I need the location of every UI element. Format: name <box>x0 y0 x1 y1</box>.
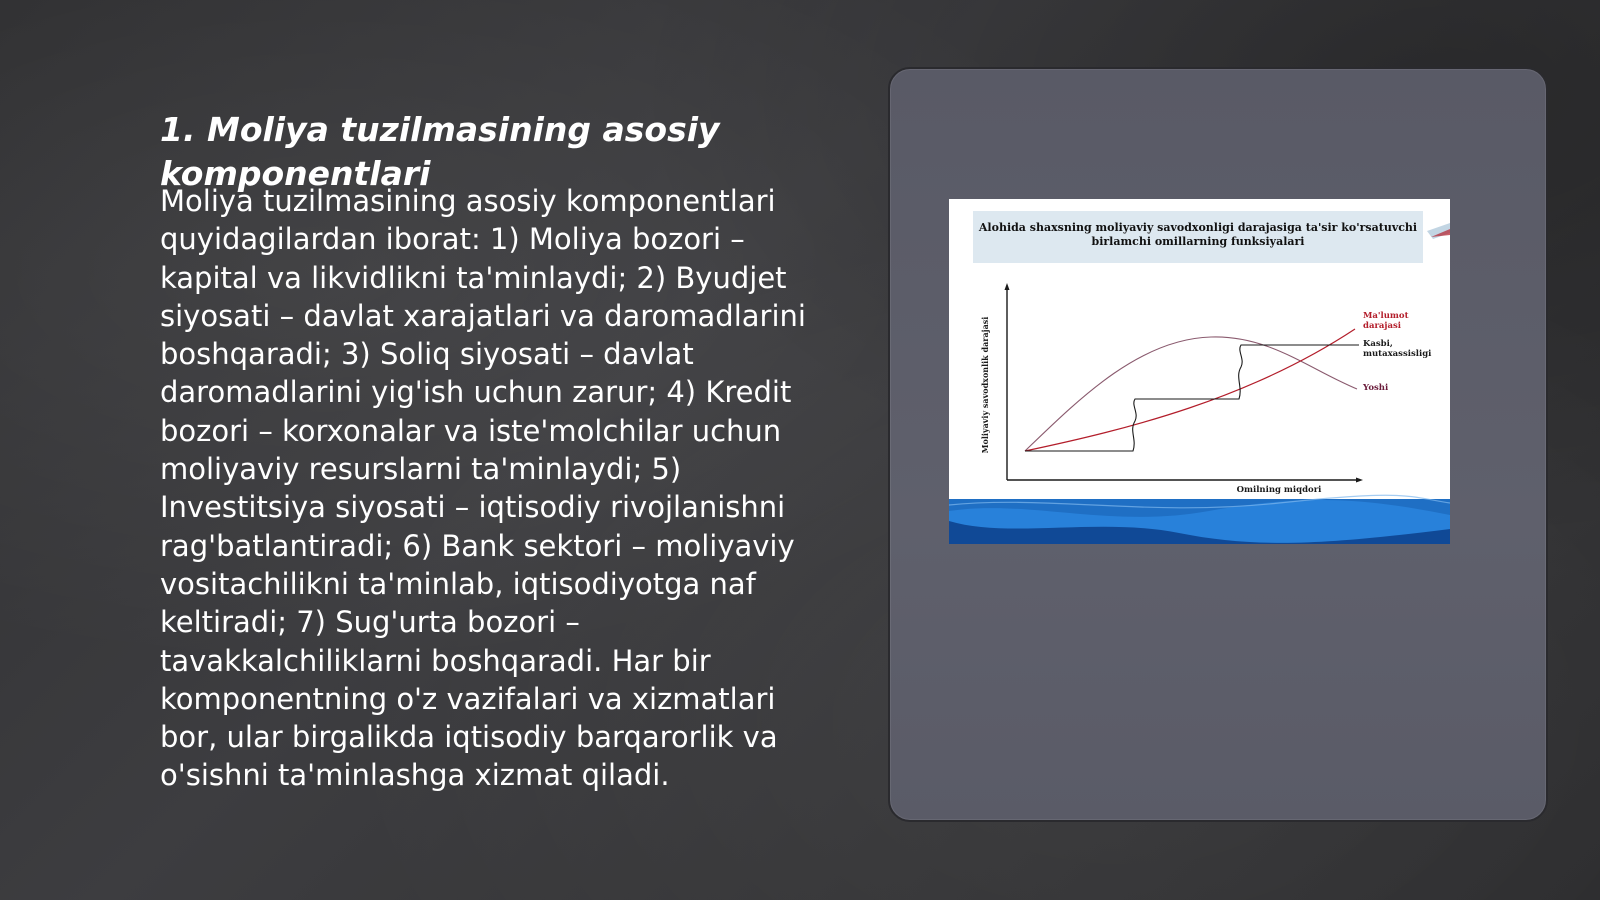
text-block <box>160 108 830 795</box>
figure-x-axis-label: Omilning miqdori <box>1209 485 1349 495</box>
series-yoshi <box>1025 337 1357 451</box>
figure-graphic <box>949 199 1450 544</box>
series-malumot <box>1025 329 1355 451</box>
legend-label-kasbi: Kasbi, mutaxassisligi <box>1363 339 1432 359</box>
figure-image <box>949 199 1450 544</box>
legend-label-yoshi: Yoshi <box>1363 383 1389 393</box>
figure-title: Alohida shaxsning moliyaviy savodxonligi darajasiga ta'sir ko'rsatuvchi birlamchi omillarning funksiyalari <box>978 221 1418 248</box>
slide-title: 1. Moliya tuzilmasining asosiy komponentlari <box>160 110 720 193</box>
legend-label-malumot: Ma'lumot darajasi <box>1363 311 1409 331</box>
slide-body: Moliya tuzilmasining asosiy komponentlari quyidagilardan iborat: 1) Moliya bozori – kapital va likvidlikni ta'minlaydi; 2) Byudjet siyosati – davlat xarajatlari va daromadlarini boshqaradi; 3) Soliq siyosati – davlat daromadlarini yig'ish uchun zarur; 4) Kredit bozori – korxonalar va iste'molchilar uchun moliyaviy resurslarni ta'minlaydi; 5) Investitsiya siyosati – iqtisodiy rivojlanishni rag'batlantiradi; 6) Bank sektori – moliyaviy vositachilikni ta'minlab, iqtisodiyotga naf keltiradi; 7) Sug'urta bozori – tavakkalchiliklarni boshqaradi. Har bir komponentning o'z vazifalari va xizmatlari bor, ular birgalikda iqtisodiy barqarorlik va o'sishni ta'minlashga xizmat qiladi. <box>160 184 806 793</box>
series-kasbi <box>1025 345 1359 451</box>
figure-y-axis-label: Moliyaviy savodxonlik darajasi <box>980 316 990 454</box>
wave-band <box>949 495 1450 544</box>
